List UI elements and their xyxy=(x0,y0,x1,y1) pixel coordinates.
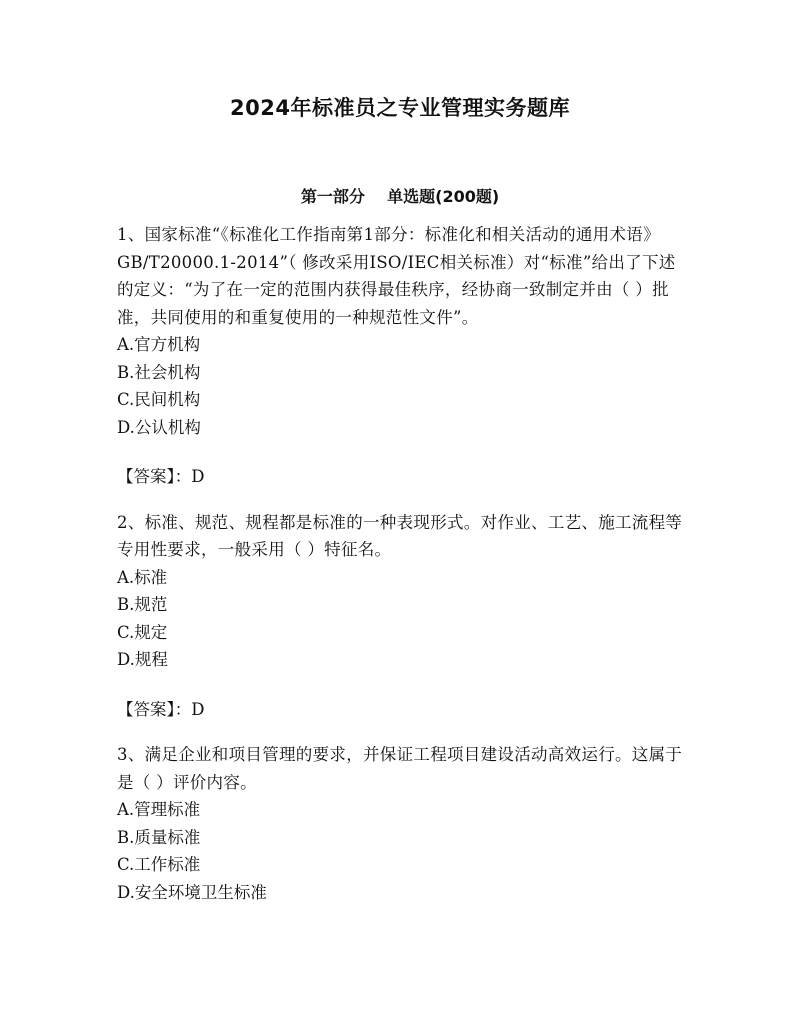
option-b: B.社会机构 xyxy=(117,362,201,382)
option-b: B.质量标准 xyxy=(117,827,201,847)
option-d: D.规程 xyxy=(117,650,168,669)
option-d: D.公认机构 xyxy=(117,417,201,437)
answer-line: 【答案】：D xyxy=(117,699,205,719)
question-list xyxy=(117,221,687,906)
option-c: C.工作标准 xyxy=(117,855,201,874)
section-title: 第一部分 单选题(200题) xyxy=(300,187,500,206)
question-stem: 1、国家标准“《标准化工作指南第1部分：标准化和相关活动的通用术语》GB/T20000.1-2014”（ 修改采用ISO/IEC相关标准）对“标准”给出了下述的定义：“为了在一定的范围内获得最佳秩序，经协商一致制定并由（ ）批准，共同使用的和重复使用的一种规范性文件”。 xyxy=(117,225,676,327)
question-stem: 2、标准、规范、规程都是标准的一种表现形式。对作业、工艺、施工流程等专用性要求，一般采用（ ）特征名。 xyxy=(117,512,683,559)
option-b: B.规范 xyxy=(117,595,168,614)
document-title: 2024年标准员之专业管理实务题库 xyxy=(230,96,570,120)
option-a: A.标准 xyxy=(117,567,168,587)
option-a: A.管理标准 xyxy=(117,800,201,819)
question-1 xyxy=(117,221,687,491)
option-c: C.规定 xyxy=(117,622,168,642)
question-stem: 3、满足企业和项目管理的要求，并保证工程项目建设活动高效运行。这属于是（ ）评价内容。 xyxy=(117,745,683,792)
question-2 xyxy=(117,509,687,724)
option-c: C.民间机构 xyxy=(117,390,201,409)
option-a: A.官方机构 xyxy=(117,335,201,354)
question-3 xyxy=(117,741,687,906)
answer-line: 【答案】：D xyxy=(117,467,205,486)
option-d: D.安全环境卫生标准 xyxy=(117,882,267,902)
